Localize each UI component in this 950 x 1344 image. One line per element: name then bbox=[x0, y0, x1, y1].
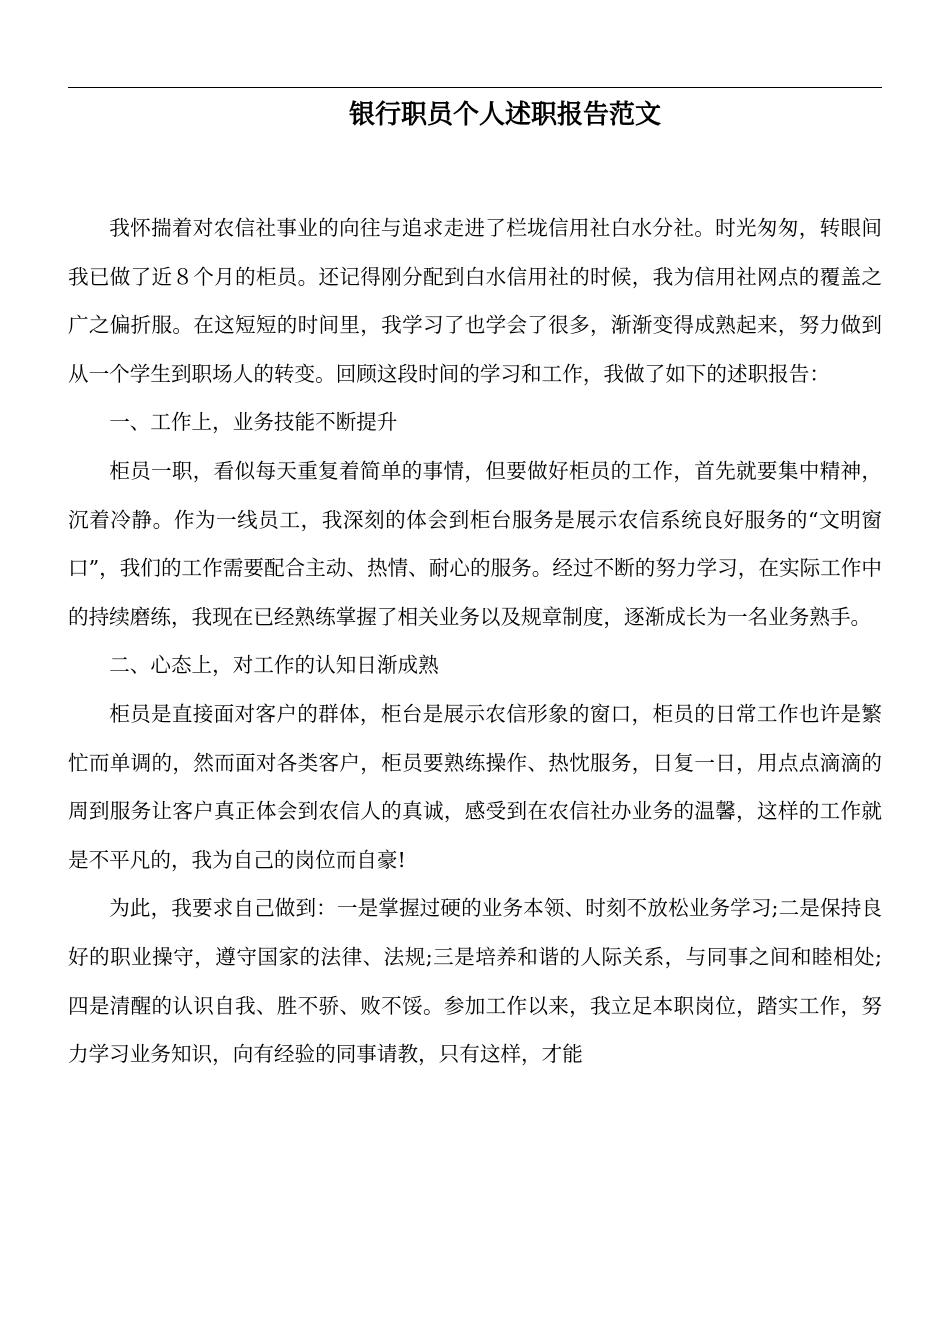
header-rule bbox=[68, 87, 882, 88]
paragraph-requirements: 为此，我要求自己做到：一是掌握过硬的业务本领、时刻不放松业务学习;二是保持良好的职业操守，遵守国家的法律、法规;三是培养和谐的人际关系，与同事之间和睦相处;四是清醒的认识自我、胜不骄、败不馁。参加工作以来，我立足本职岗位，踏实工作，努力学习业务知识，向有经验的同事请教，只有这样，才能 bbox=[68, 896, 882, 1067]
document-body bbox=[68, 204, 882, 1079]
section-heading-1: 一、工作上，业务技能不断提升 bbox=[109, 410, 398, 435]
paragraph-section-2: 柜员是直接面对客户的群体，柜台是展示农信形象的窗口，柜员的日常工作也许是繁忙而单调的，然而面对各类客户，柜员要熟练操作、热忱服务，日复一日，用点点滴滴的周到服务让客户真正体会到农信人的真诚，感受到在农信社办业务的温馨，这样的工作就是不平凡的，我为自己的岗位而自豪! bbox=[68, 701, 882, 872]
paragraph-section-1: 柜员一职，看似每天重复着简单的事情，但要做好柜员的工作，首先就要集中精神，沉着冷静。作为一线员工，我深刻的体会到柜台服务是展示农信系统良好服务的“文明窗口”，我们的工作需要配合主动、热情、耐心的服务。经过不断的努力学习，在实际工作中的持续磨练，我现在已经熟练掌握了相关业务以及规章制度，逐渐成长为一名业务熟手。 bbox=[68, 458, 882, 629]
paragraph-intro: 我怀揣着对农信社事业的向往与追求走进了栏垅信用社白水分社。时光匆匆，转眼间我已做了近８个月的柜员。还记得刚分配到白水信用社的时候，我为信用社网点的覆盖之广之偏折服。在这短短的时间里，我学习了也学会了很多，渐渐变得成熟起来，努力做到从一个学生到职场人的转变。回顾这段时间的学习和工作，我做了如下的述职报告： bbox=[68, 216, 882, 386]
section-heading-2: 二、心态上，对工作的认知日渐成熟 bbox=[109, 653, 439, 678]
document-title: 银行职员个人述职报告范文 bbox=[348, 100, 661, 130]
